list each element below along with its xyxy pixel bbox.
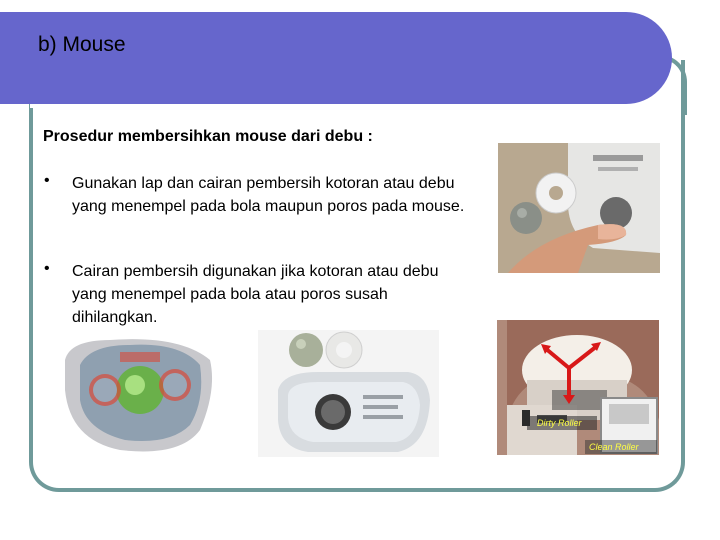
bullet-text: Gunakan lap dan cairan pembersih kotoran atau debu yang menempel pada bola maupun poros pada mouse. [72,175,465,215]
mouse-rollers-photo [497,320,659,455]
title-bar [0,12,672,104]
mouse-ball-removed-photo [258,330,439,457]
section-heading: Prosedur membersihkan mouse dari debu : [43,128,373,145]
mouse-ball-removal-photo [498,143,660,273]
bullet-marker: • [44,172,50,189]
bullet-text: Cairan pembersih digunakan jika kotoran atau debu yang menempel pada bola atau poros susah dihilangkan. [72,263,439,326]
slide-title: b) Mouse [38,33,126,56]
dirty-roller-label: Dirty Roller [537,418,582,428]
clean-roller-label: Clean Roller [589,442,639,452]
ergonomic-mouse-photo [60,330,217,457]
title-bar-underline [30,104,638,108]
bullet-marker: • [44,260,50,277]
